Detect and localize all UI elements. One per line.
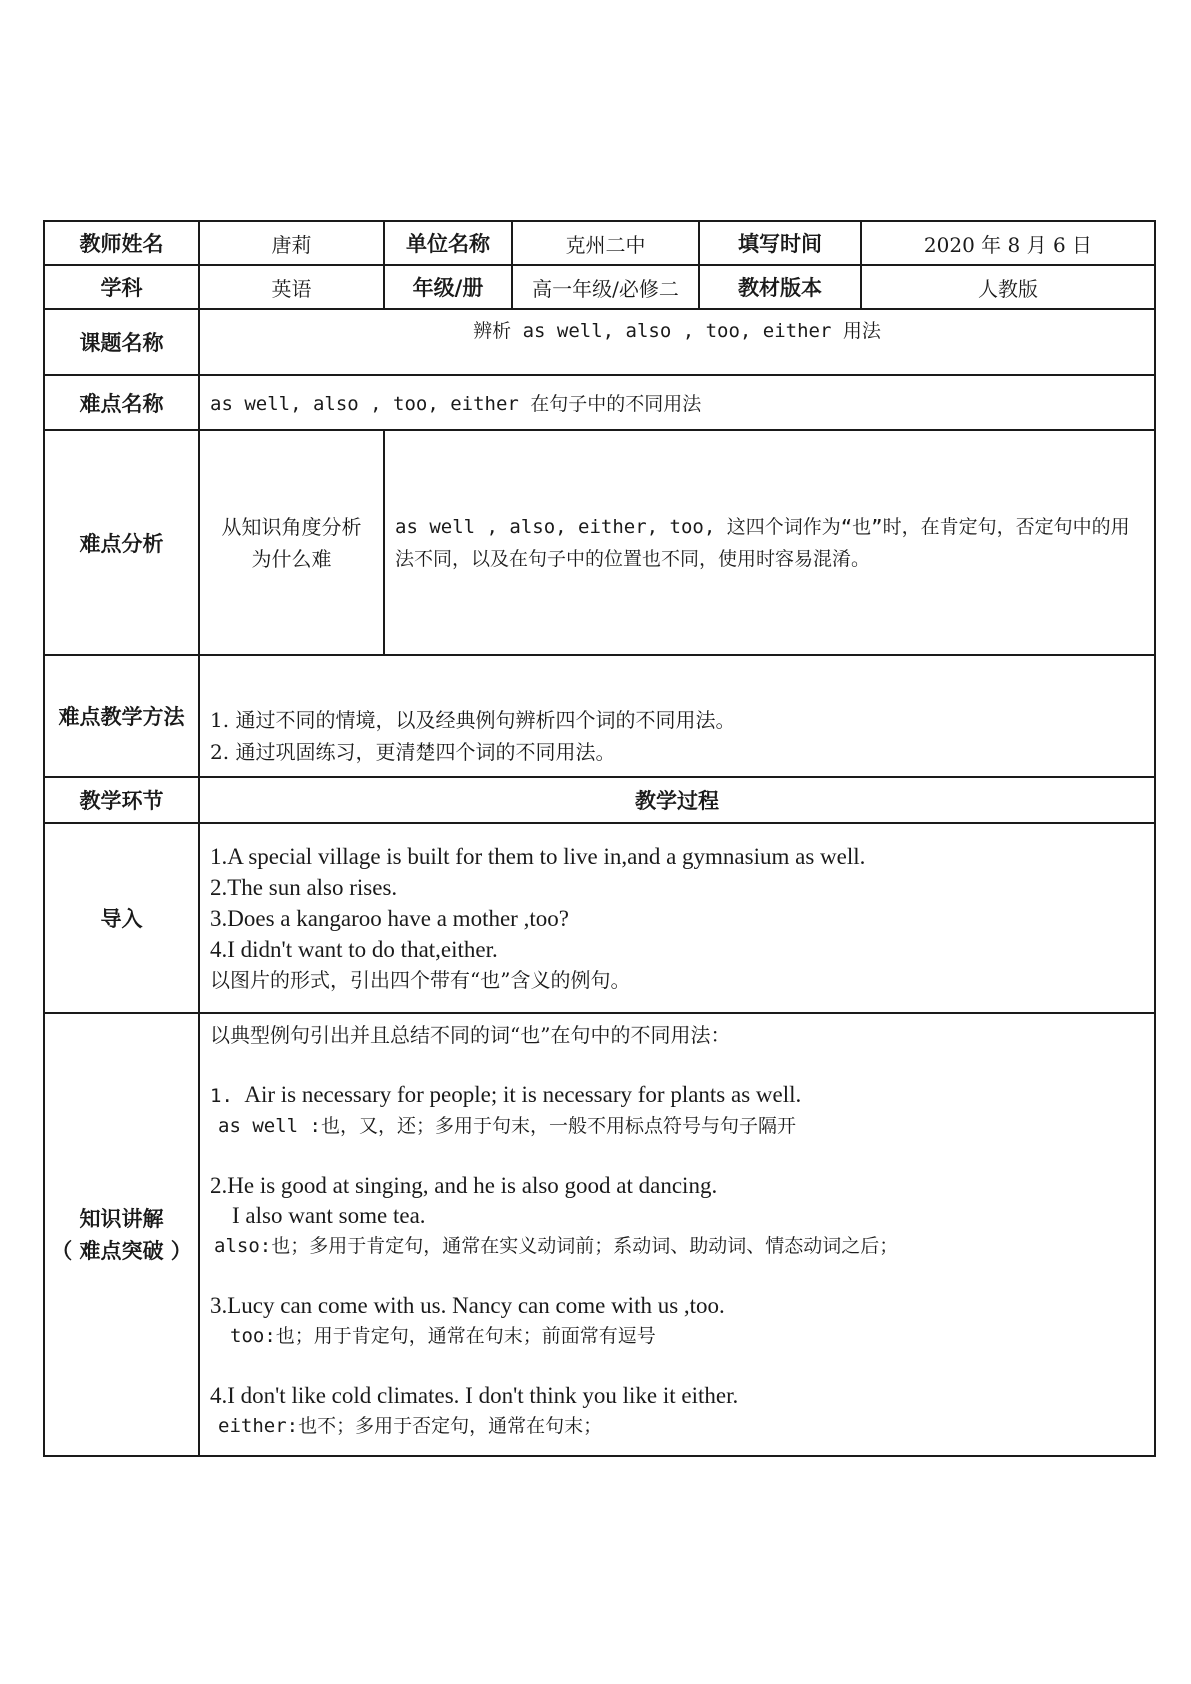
knowledge-item-2-sentence: 2.He is good at singing, and he is also good at dancing. [210,1173,718,1198]
difficulty-value: as well, also , too, either 在句子中的不同用法 [199,375,1155,430]
analysis-label: 难点分析 [44,430,199,655]
intro-line-1: 1.A special village is built for them to live in,and a gymnasium as well. [210,843,866,869]
lesson-plan-table [43,220,1154,1457]
analysis-text: as well , also, either, too, 这四个词作为“也”时，在肯定句，否定句中的用法不同，以及在句子中的位置也不同，使用时容易混淆。 [384,430,1155,655]
difficulty-row [44,375,1155,430]
knowledge-label-1: 知识讲解 [79,1206,164,1231]
knowledge-item-1 [210,1080,1144,1111]
intro-content [199,823,1155,1013]
topic-value: 辨析 as well, also , too, either 用法 [199,309,1155,375]
knowledge-label [44,1013,199,1456]
subject-label: 学科 [44,265,199,309]
knowledge-item-4-sentence: 4.I don't like cold climates. I don't think you like it either. [210,1383,739,1408]
topic-row [44,309,1155,375]
unit-label: 单位名称 [384,221,512,265]
knowledge-item-4-note: either:也不；多用于否定句，通常在句末； [218,1415,603,1437]
knowledge-item-1-num: 1. [210,1085,245,1107]
intro-row [44,823,1155,1013]
unit-value: 克州二中 [512,221,699,265]
knowledge-item-2-sentence-2: I also want some tea. [232,1203,426,1228]
teacher-label: 教师姓名 [44,221,199,265]
knowledge-item-3-sentence: 3.Lucy can come with us. Nancy can come with us ,too. [210,1293,725,1318]
intro-label: 导入 [44,823,199,1013]
knowledge-label-2: （ 难点突破 ） [51,1238,192,1263]
intro-line-5: 以图片的形式，引出四个带有“也”含义的例句。 [210,967,631,992]
header-row-1 [44,221,1155,265]
teacher-value: 唐莉 [199,221,384,265]
grade-value: 高一年级/必修二 [512,265,699,309]
knowledge-intro: 以典型例句引出并且总结不同的词“也”在句中的不同用法： [210,1023,731,1047]
method-label: 难点教学方法 [44,655,199,777]
process-header-row [44,777,1155,823]
analysis-sub-label: 从知识角度分析为什么难 [199,430,384,655]
method-row [44,655,1155,777]
date-value: 2020 年 8 月 6 日 [861,221,1155,265]
analysis-row [44,430,1155,655]
date-label: 填写时间 [699,221,861,265]
textbook-label: 教材版本 [699,265,861,309]
difficulty-label: 难点名称 [44,375,199,430]
intro-line-3: 3.Does a kangaroo have a mother ,too? [210,905,569,931]
intro-line-2: 2.The sun also rises. [210,874,398,900]
grade-label: 年级/册 [384,265,512,309]
method-text [199,655,1155,777]
knowledge-row [44,1013,1155,1456]
knowledge-item-3-note: too:也；用于肯定句，通常在句末；前面常有逗号 [230,1325,656,1347]
method-line-1: 1. 通过不同的情境，以及经典例句辨析四个词的不同用法。 [210,708,736,732]
knowledge-item-1-sentence: Air is necessary for people; it is necessary for plants as well. [244,1082,802,1107]
method-line-2: 2. 通过巩固练习，更清楚四个词的不同用法。 [210,740,616,764]
knowledge-content [199,1013,1155,1456]
topic-label: 课题名称 [44,309,199,375]
process-header: 教学过程 [199,777,1155,823]
subject-value: 英语 [199,265,384,309]
header-row-2 [44,265,1155,309]
textbook-value: 人教版 [861,265,1155,309]
intro-line-4: 4.I didn't want to do that,either. [210,936,498,962]
knowledge-item-2-note: also:也；多用于肯定句，通常在实义动词前；系动词、助动词、情态动词之后； [214,1235,899,1257]
stage-header: 教学环节 [44,777,199,823]
knowledge-item-1-note: as well :也，又，还；多用于句末，一般不用标点符号与句子隔开 [218,1115,796,1137]
